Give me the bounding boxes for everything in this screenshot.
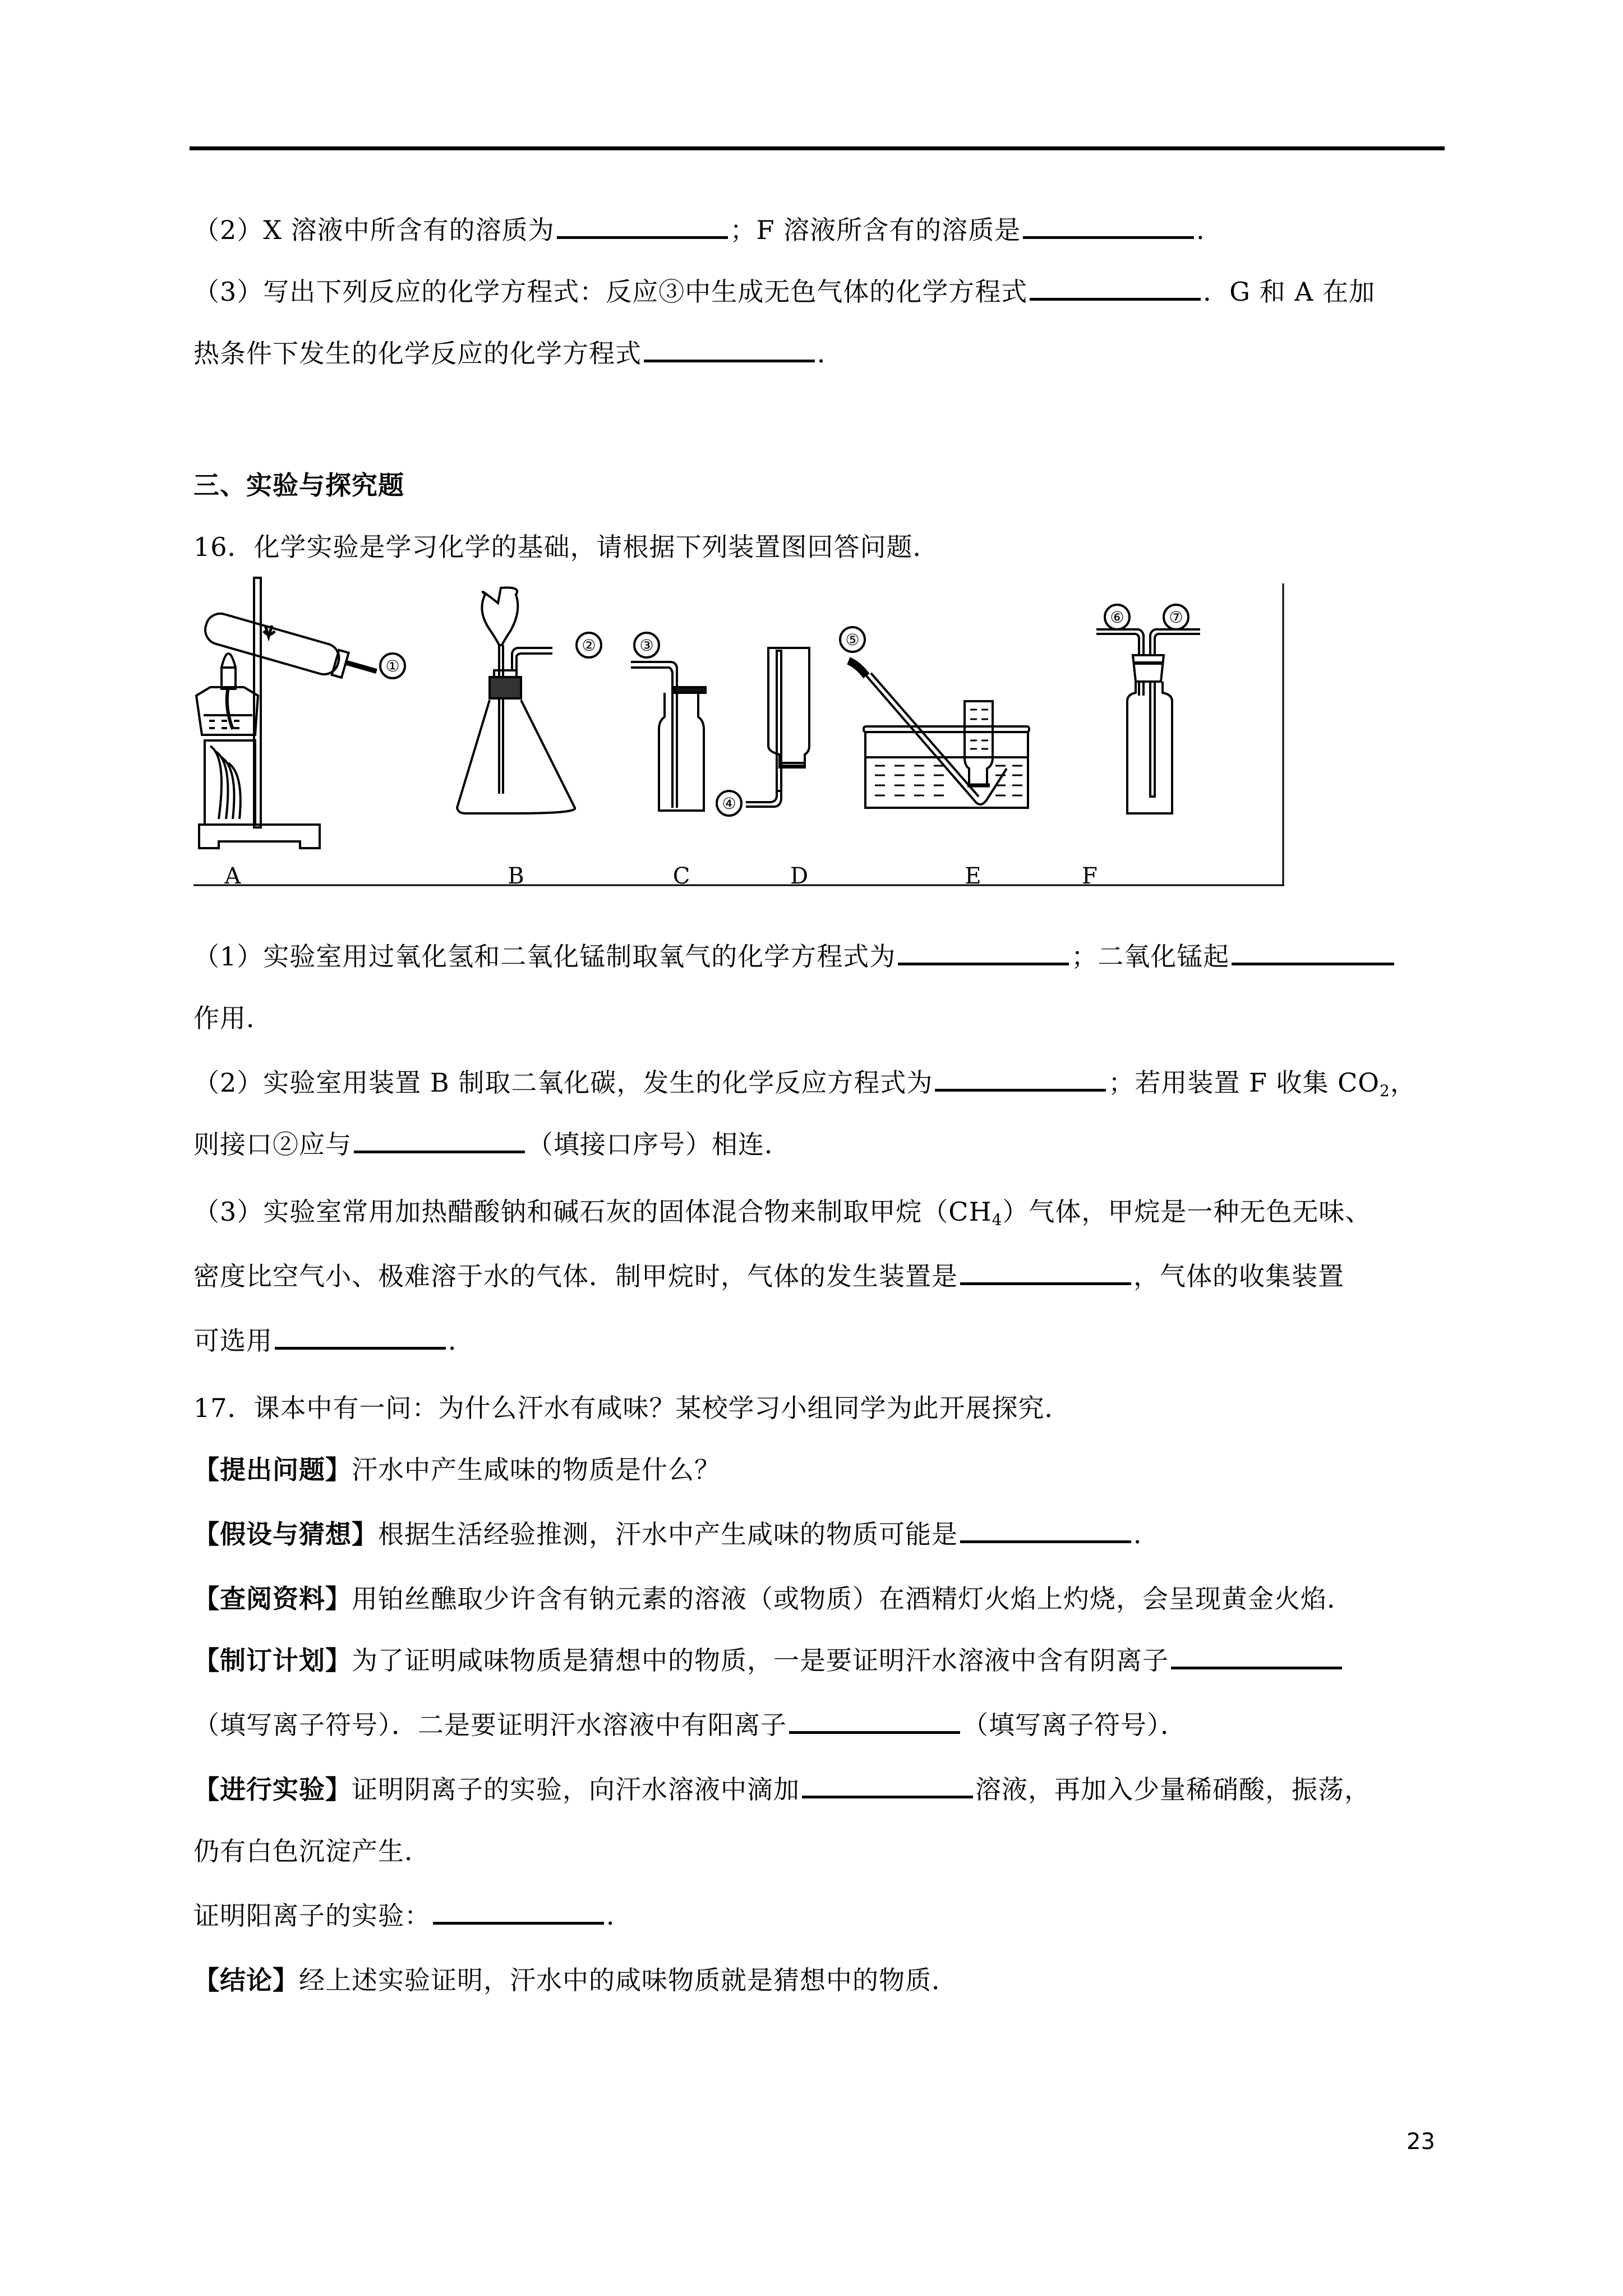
answer-blank[interactable] bbox=[644, 337, 815, 362]
page-number: 23 bbox=[1407, 2129, 1435, 2155]
subscript: 2 bbox=[1380, 1082, 1390, 1100]
answer-blank[interactable] bbox=[1023, 214, 1194, 239]
q17-tag: 【假设与猜想】 bbox=[193, 1519, 378, 1549]
answer-blank[interactable] bbox=[557, 214, 728, 239]
answer-blank[interactable] bbox=[1171, 1644, 1342, 1669]
q16-part2-line1 bbox=[193, 1066, 1417, 1108]
prev-q-part2-middle: ；F 溶液所含有的溶质是 bbox=[730, 215, 1021, 245]
q16-part3-suffix: ）气体，甲烷是一种无色无味、 bbox=[1002, 1197, 1372, 1227]
q16-part3-line3 bbox=[193, 1324, 474, 1358]
answer-blank[interactable] bbox=[275, 1324, 446, 1350]
q17-question-text: 汗水中产生咸味的物质是什么？ bbox=[352, 1455, 721, 1485]
q17-plan-line2 bbox=[193, 1708, 1187, 1742]
q17-tag: 【提出问题】 bbox=[193, 1455, 352, 1485]
punct: ． bbox=[606, 1901, 633, 1931]
prev-q-part3-suffix: ．G 和 A 在加 bbox=[1203, 277, 1376, 307]
water-dashes bbox=[875, 710, 1022, 795]
apparatus-figure bbox=[193, 572, 1284, 895]
q17-hypothesis-text: 根据生活经验推测，汗水中产生咸味的物质可能是 bbox=[378, 1519, 958, 1549]
q16-part2-suffix: （填接口序号）相连． bbox=[527, 1129, 791, 1159]
q16-part1-middle: ；二氧化锰起 bbox=[1071, 941, 1230, 972]
punct: ， bbox=[1390, 1068, 1417, 1098]
answer-blank[interactable] bbox=[898, 940, 1069, 965]
answer-blank[interactable] bbox=[802, 1773, 973, 1798]
apparatus-a bbox=[196, 578, 380, 848]
header-rule bbox=[190, 146, 1445, 150]
answer-blank[interactable] bbox=[960, 1260, 1131, 1285]
subscript: 4 bbox=[992, 1211, 1003, 1229]
apparatus-label: B bbox=[508, 863, 524, 889]
q17-conclusion bbox=[193, 1963, 958, 1997]
q17-plan-suffix: （填写离子符号）． bbox=[962, 1710, 1187, 1740]
apparatus-label: D bbox=[790, 863, 809, 889]
prev-q-part3-line2 bbox=[193, 337, 843, 370]
apparatus-d bbox=[717, 648, 809, 816]
prev-q-part3-text2: 热条件下发生的化学反应的化学方程式 bbox=[193, 338, 642, 369]
q16-stem: 16．化学实验是学习化学的基础，请根据下列装置图回答问题． bbox=[193, 532, 939, 562]
port-label: ① bbox=[385, 657, 400, 675]
port-label: ⑥ bbox=[1110, 608, 1124, 627]
q17-experiment-text: 证明阴离子的实验，向汗水溶液中滴加 bbox=[352, 1774, 800, 1805]
answer-blank[interactable] bbox=[354, 1128, 525, 1153]
q17-hypothesis bbox=[193, 1517, 1160, 1551]
q17-stem: 17．课本中有一问：为什么汗水有咸味？某校学习小组同学为此开展探究． bbox=[193, 1393, 1071, 1423]
prev-q-part2-text: （2）X 溶液中所含有的溶质为 bbox=[193, 215, 555, 245]
prev-q-part3-line1 bbox=[193, 275, 1375, 309]
q16-part3-text2: 密度比空气小、极难溶于水的气体．制甲烷时，气体的发生装置是 bbox=[193, 1261, 958, 1291]
apparatus-label: F bbox=[1082, 863, 1098, 889]
punct: ． bbox=[1133, 1519, 1160, 1549]
q17-tag: 【查阅资料】 bbox=[193, 1584, 352, 1614]
q16-part2-middle: ；若用装置 F 收集 CO bbox=[1108, 1068, 1380, 1098]
q16-part3-text: （3）实验室常用加热醋酸钠和碱石灰的固体混合物来制取甲烷（CH bbox=[193, 1197, 992, 1227]
apparatus-c bbox=[631, 633, 706, 811]
apparatus-f bbox=[1096, 605, 1200, 813]
port-label: ② bbox=[582, 636, 596, 655]
q17-experiment-suffix: 溶液，再加入少量稀硝酸，振荡， bbox=[975, 1774, 1371, 1805]
answer-blank[interactable] bbox=[789, 1709, 960, 1734]
port-label: ③ bbox=[639, 636, 654, 655]
q17-experiment-text3: 证明阳离子的实验： bbox=[193, 1901, 431, 1931]
q17-question bbox=[193, 1453, 721, 1487]
q17-tag: 【结论】 bbox=[193, 1965, 299, 1995]
q16-part3-suffix2: ，气体的收集装置 bbox=[1133, 1261, 1344, 1291]
q17-plan-line1 bbox=[193, 1644, 1344, 1677]
answer-blank[interactable] bbox=[935, 1066, 1106, 1092]
q17-experiment-line2: 仍有白色沉淀产生． bbox=[193, 1836, 431, 1866]
q17-experiment-line3 bbox=[193, 1899, 633, 1932]
q16-part2-text2: 则接口②应与 bbox=[193, 1129, 352, 1159]
q17-tag: 【进行实验】 bbox=[193, 1774, 352, 1805]
apparatus-label: C bbox=[672, 863, 690, 889]
q17-conclusion-text: 经上述实验证明，汗水中的咸味物质就是猜想中的物质． bbox=[299, 1965, 958, 1995]
q16-part2-line2 bbox=[193, 1128, 791, 1161]
q16-part3-line1 bbox=[193, 1195, 1371, 1237]
q17-experiment-line1 bbox=[193, 1773, 1371, 1806]
q16-part1-text: （1）实验室用过氧化氢和二氧化锰制取氧气的化学方程式为 bbox=[193, 941, 896, 972]
punct: ． bbox=[817, 338, 843, 369]
q16-part1-line1 bbox=[193, 940, 1396, 973]
port-label: ④ bbox=[722, 794, 736, 813]
q17-tag: 【制订计划】 bbox=[193, 1645, 352, 1676]
apparatus-label: A bbox=[224, 863, 241, 889]
port-label: ⑤ bbox=[845, 631, 860, 649]
punct: ． bbox=[1196, 215, 1223, 245]
prev-q-part3-text: （3）写出下列反应的化学方程式：反应③中生成无色气体的化学方程式 bbox=[193, 277, 1028, 307]
answer-blank[interactable] bbox=[433, 1899, 604, 1925]
q16-part3-line2 bbox=[193, 1259, 1344, 1293]
q17-reference bbox=[193, 1582, 1353, 1616]
section-title: 三、实验与探究题 bbox=[193, 470, 404, 500]
q17-plan-text: 为了证明咸味物质是猜想中的物质，一是要证明汗水溶液中含有阴离子 bbox=[352, 1645, 1169, 1676]
q17-reference-text: 用铂丝醮取少许含有钠元素的溶液（或物质）在酒精灯火焰上灼烧，会呈现黄金火焰． bbox=[352, 1584, 1353, 1614]
prev-q-part2 bbox=[193, 213, 1223, 247]
punct: ． bbox=[448, 1326, 474, 1356]
apparatus-label: E bbox=[965, 863, 981, 889]
answer-blank[interactable] bbox=[1232, 940, 1394, 965]
apparatus-e bbox=[840, 627, 1029, 808]
q16-part3-text3: 可选用 bbox=[193, 1326, 273, 1356]
apparatus-b bbox=[457, 588, 575, 814]
q16-part2-text: （2）实验室用装置 B 制取二氧化碳，发生的化学反应方程式为 bbox=[193, 1068, 933, 1098]
q17-plan-text2: （填写离子符号）．二是要证明汗水溶液中有阳离子 bbox=[193, 1710, 787, 1740]
q16-part1-line2: 作用． bbox=[193, 1003, 273, 1033]
answer-blank[interactable] bbox=[960, 1518, 1131, 1543]
answer-blank[interactable] bbox=[1030, 275, 1201, 301]
port-label: ⑦ bbox=[1169, 608, 1183, 627]
